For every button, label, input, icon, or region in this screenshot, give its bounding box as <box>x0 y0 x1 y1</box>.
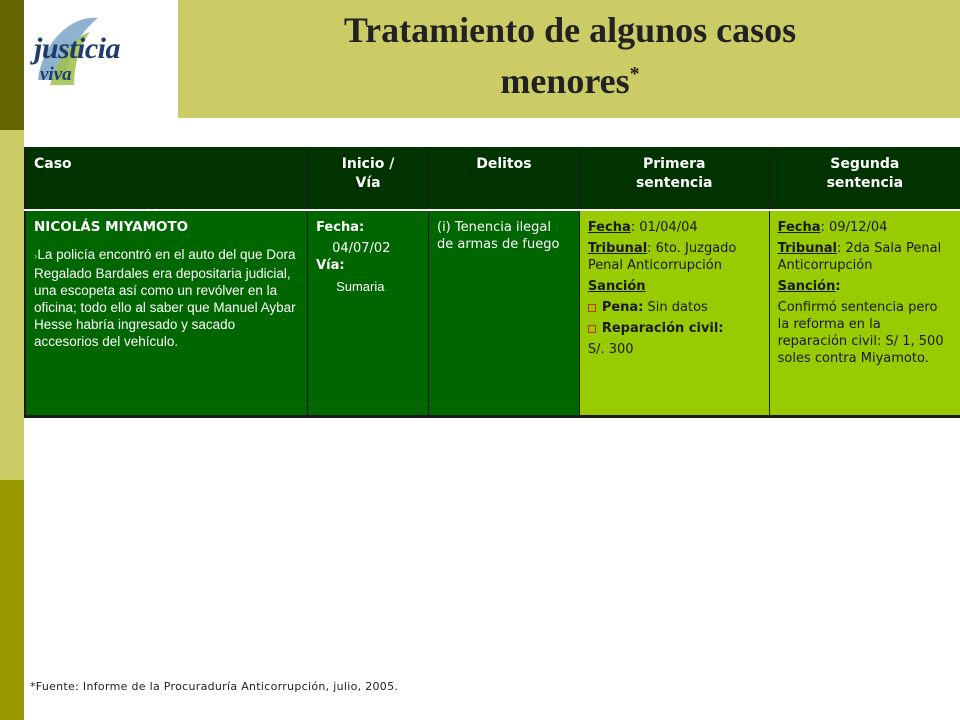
primera-reparacion-value: S/. 300 <box>587 342 634 357</box>
header-segunda-sentencia: Segunda sentencia <box>769 147 960 210</box>
case-description: ›La policía encontró en el auto del que Dora Regalado Bardales era depositaria judicial, una escopeta así como un revólver en la oficina; todo ello al saber que Manuel Aybar Hesse habría ingresado y sacado accesorios del vehículo. <box>34 247 296 349</box>
case-name: NICOLÁS MIYAMOTO <box>34 219 189 235</box>
table-row <box>25 210 960 417</box>
title-asterisk: * <box>629 63 640 85</box>
cell-delitos <box>429 210 580 417</box>
inicio-fecha-label: Fecha: <box>316 220 365 235</box>
segunda-sancion-label: Sanción: <box>777 279 841 294</box>
logo-word-justicia: justicia <box>34 32 121 65</box>
arrow-bullet-icon: › <box>34 251 38 262</box>
delitos-text: (i) Tenencia ilegal de armas de fuego <box>437 220 560 252</box>
left-strip-top <box>0 0 24 130</box>
cell-primera-sentencia <box>579 210 769 417</box>
inicio-via-label: Vía: <box>316 258 345 273</box>
square-bullet-icon <box>588 304 596 312</box>
segunda-tribunal: Tribunal: 2da Sala Penal Anticorrupción <box>777 241 942 273</box>
primera-pena: Pena: Sin datos <box>588 299 761 316</box>
primera-reparacion: Reparación civil: <box>588 320 761 337</box>
segunda-sancion-text: Confirmó sentencia pero la reforma en la reparación civil: S/ 1, 500 soles contra Miyamoto. <box>777 300 944 366</box>
header-primera-sentencia: Primera sentencia <box>579 147 769 210</box>
primera-fecha: Fecha: 01/04/04 <box>587 220 698 235</box>
footnote: *Fuente: Informe de la Procuraduría Anticorrupción, julio, 2005. <box>30 680 399 693</box>
cell-inicio-via <box>308 210 429 417</box>
primera-tribunal: Tribunal: 6to. Juzgado Penal Anticorrupción <box>587 241 737 273</box>
cell-segunda-sentencia <box>769 210 960 417</box>
left-strip-middle <box>0 130 24 480</box>
inicio-via-value: Sumaria <box>336 279 385 294</box>
inicio-fecha-value: 04/07/02 <box>332 241 391 256</box>
table-header-row <box>25 147 960 210</box>
cases-table <box>24 147 960 418</box>
cell-caso <box>25 210 308 417</box>
logo-word-viva: viva <box>40 64 72 85</box>
page-title <box>240 8 900 103</box>
title-line2: menores* <box>500 61 640 101</box>
left-strip-bottom <box>0 480 24 720</box>
primera-sancion-label: Sanción <box>587 279 646 294</box>
segunda-fecha: Fecha: 09/12/04 <box>777 220 888 235</box>
header-caso: Caso <box>25 147 308 210</box>
square-bullet-icon <box>588 325 596 333</box>
header-delitos: Delitos <box>429 147 580 210</box>
title-line1: Tratamiento de algunos casos <box>343 10 797 50</box>
header-inicio-via: Inicio / Vía <box>308 147 429 210</box>
